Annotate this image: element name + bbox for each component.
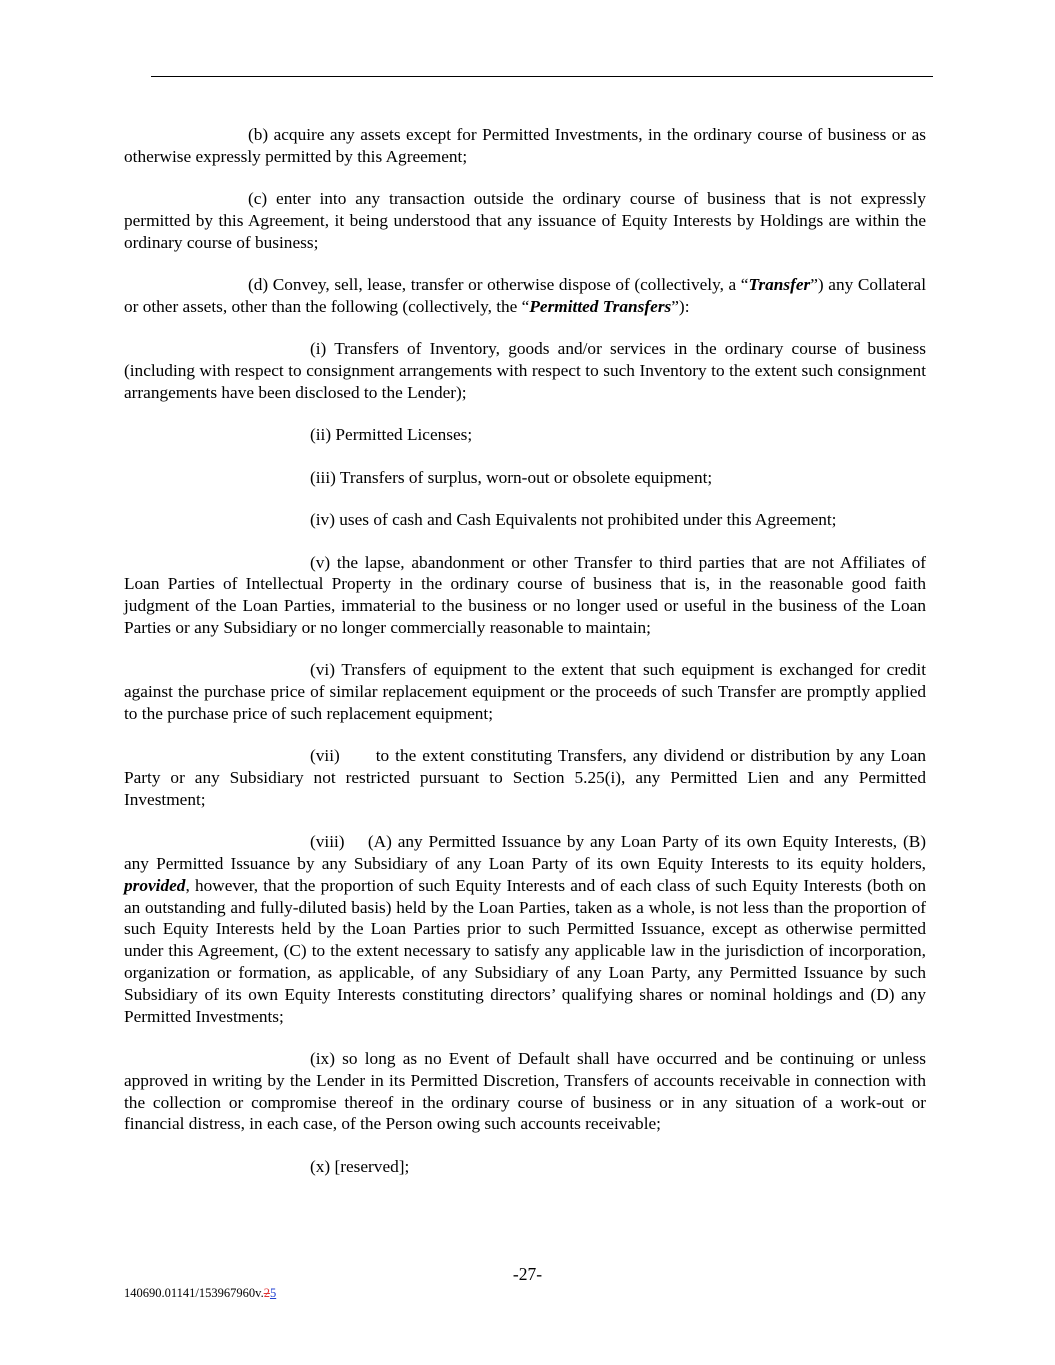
document-version-inserted: 5 [269,1286,277,1300]
clause-d [124,274,926,318]
page-number: -27- [512,1264,543,1284]
clause-b [124,124,926,168]
clause-ix [124,1048,926,1135]
clause-c [124,188,926,253]
defined-term: Permitted Transfers [529,296,672,316]
document-id [124,1286,276,1301]
clause-text: (viii) (A) any Permitted Issuance by any Loan Party of its own Equity Interests, (B) any Permitted Issuance by any Subsidiary of any Loan Party of its own Equity Interests to its equity holders, [124,832,926,874]
clause-text: (v) the lapse, abandonment or other Transfer to third parties that are not Affiliates of Loan Parties of Intellectual Property in the ordinary course of business that is, in the reasonable good faith judgment of the Loan Parties, immaterial to the business or no longer used or useful in the business of the Loan Parties or any Subsidiary or no longer commercially reasonable to maintain; [124,552,926,637]
clause-i [124,338,926,403]
clause-ii [124,424,926,446]
clause-text: (b) acquire any assets except for Permitted Investments, in the ordinary course of business or as otherwise expressly permitted by this Agreement; [124,125,926,166]
clause-text: ”) any Collateral or other assets, other than the following (collectively, the “ [124,275,926,316]
clause-text: (ii) Permitted Licenses; [310,425,473,445]
clause-text: (vii) to the extent constituting Transfers, any dividend or distribution by any Loan Party or any Subsidiary not restricted pursuant to Section 5.25(i), any Permitted Lien and any Permitted Investment; [124,746,926,809]
clause-text: (c) enter into any transaction outside the ordinary course of business that is not expressly permitted by this Agreement, it being understood that any issuance of Equity Interests by Holdings are within the ordinary course of business; [124,189,926,252]
clause-text: (ix) so long as no Event of Default shall have occurred and be continuing or unless approved in writing by the Lender in its Permitted Discretion, Transfers of accounts receivable in connection with the collection or compromise thereof in the ordinary course of business or in any situation of a work-out or financial distress, in each case, of the Person owing such accounts receivable; [124,1049,926,1134]
clause-iv [124,509,926,531]
document-id-prefix: 140690.01141/153967960v. [124,1286,264,1300]
clause-text: ”): [671,296,690,316]
clause-viii [124,831,926,1027]
clause-text: (d) Convey, sell, lease, transfer or otherwise dispose of (collectively, a “ [248,275,749,295]
clause-text: (iii) Transfers of surplus, worn-out or obsolete equipment; [310,467,713,487]
header-rule [151,76,933,77]
document-body [124,124,926,1198]
clause-vii [124,745,926,810]
clause-v [124,552,926,639]
clause-iii [124,467,926,489]
clause-text: , however, that the proportion of such Equity Interests and of each class of such Equity Interests (both on an outstanding and fully-diluted basis) held by the Loan Parties, taken as a whole, is not less than the proportion of such Equity Interests held by the Loan Parties prior to such Permitted Issuance, except as otherwise permitted under this Agreement, (C) to the extent necessary to satisfy any applicable law in the jurisdiction of incorporation, organization or formation, as applicable, of any Subsidiary of any Loan Party, any Permitted Issuance by such Subsidiary of its own Equity Interests constituting directors’ qualifying shares or nominal holdings and (D) any Permitted Investments; [124,875,926,1026]
clause-x [124,1156,926,1178]
clause-vi [124,659,926,724]
clause-text: (iv) uses of cash and Cash Equivalents not prohibited under this Agreement; [310,510,837,530]
clause-text: (x) [reserved]; [310,1156,410,1176]
defined-term: provided [124,875,186,895]
defined-term: Transfer [748,275,811,295]
clause-text: (i) Transfers of Inventory, goods and/or services in the ordinary course of business (including with respect to consignment arrangements with respect to such Inventory to the extent such consignment arrangements have been disclosed to the Lender); [124,339,926,402]
document-version-deleted: 2 [263,1286,270,1300]
clause-text: (vi) Transfers of equipment to the extent that such equipment is exchanged for credit against the purchase price of similar replacement equipment or the proceeds of such Transfer are promptly applied to the purchase price of such replacement equipment; [124,660,926,723]
